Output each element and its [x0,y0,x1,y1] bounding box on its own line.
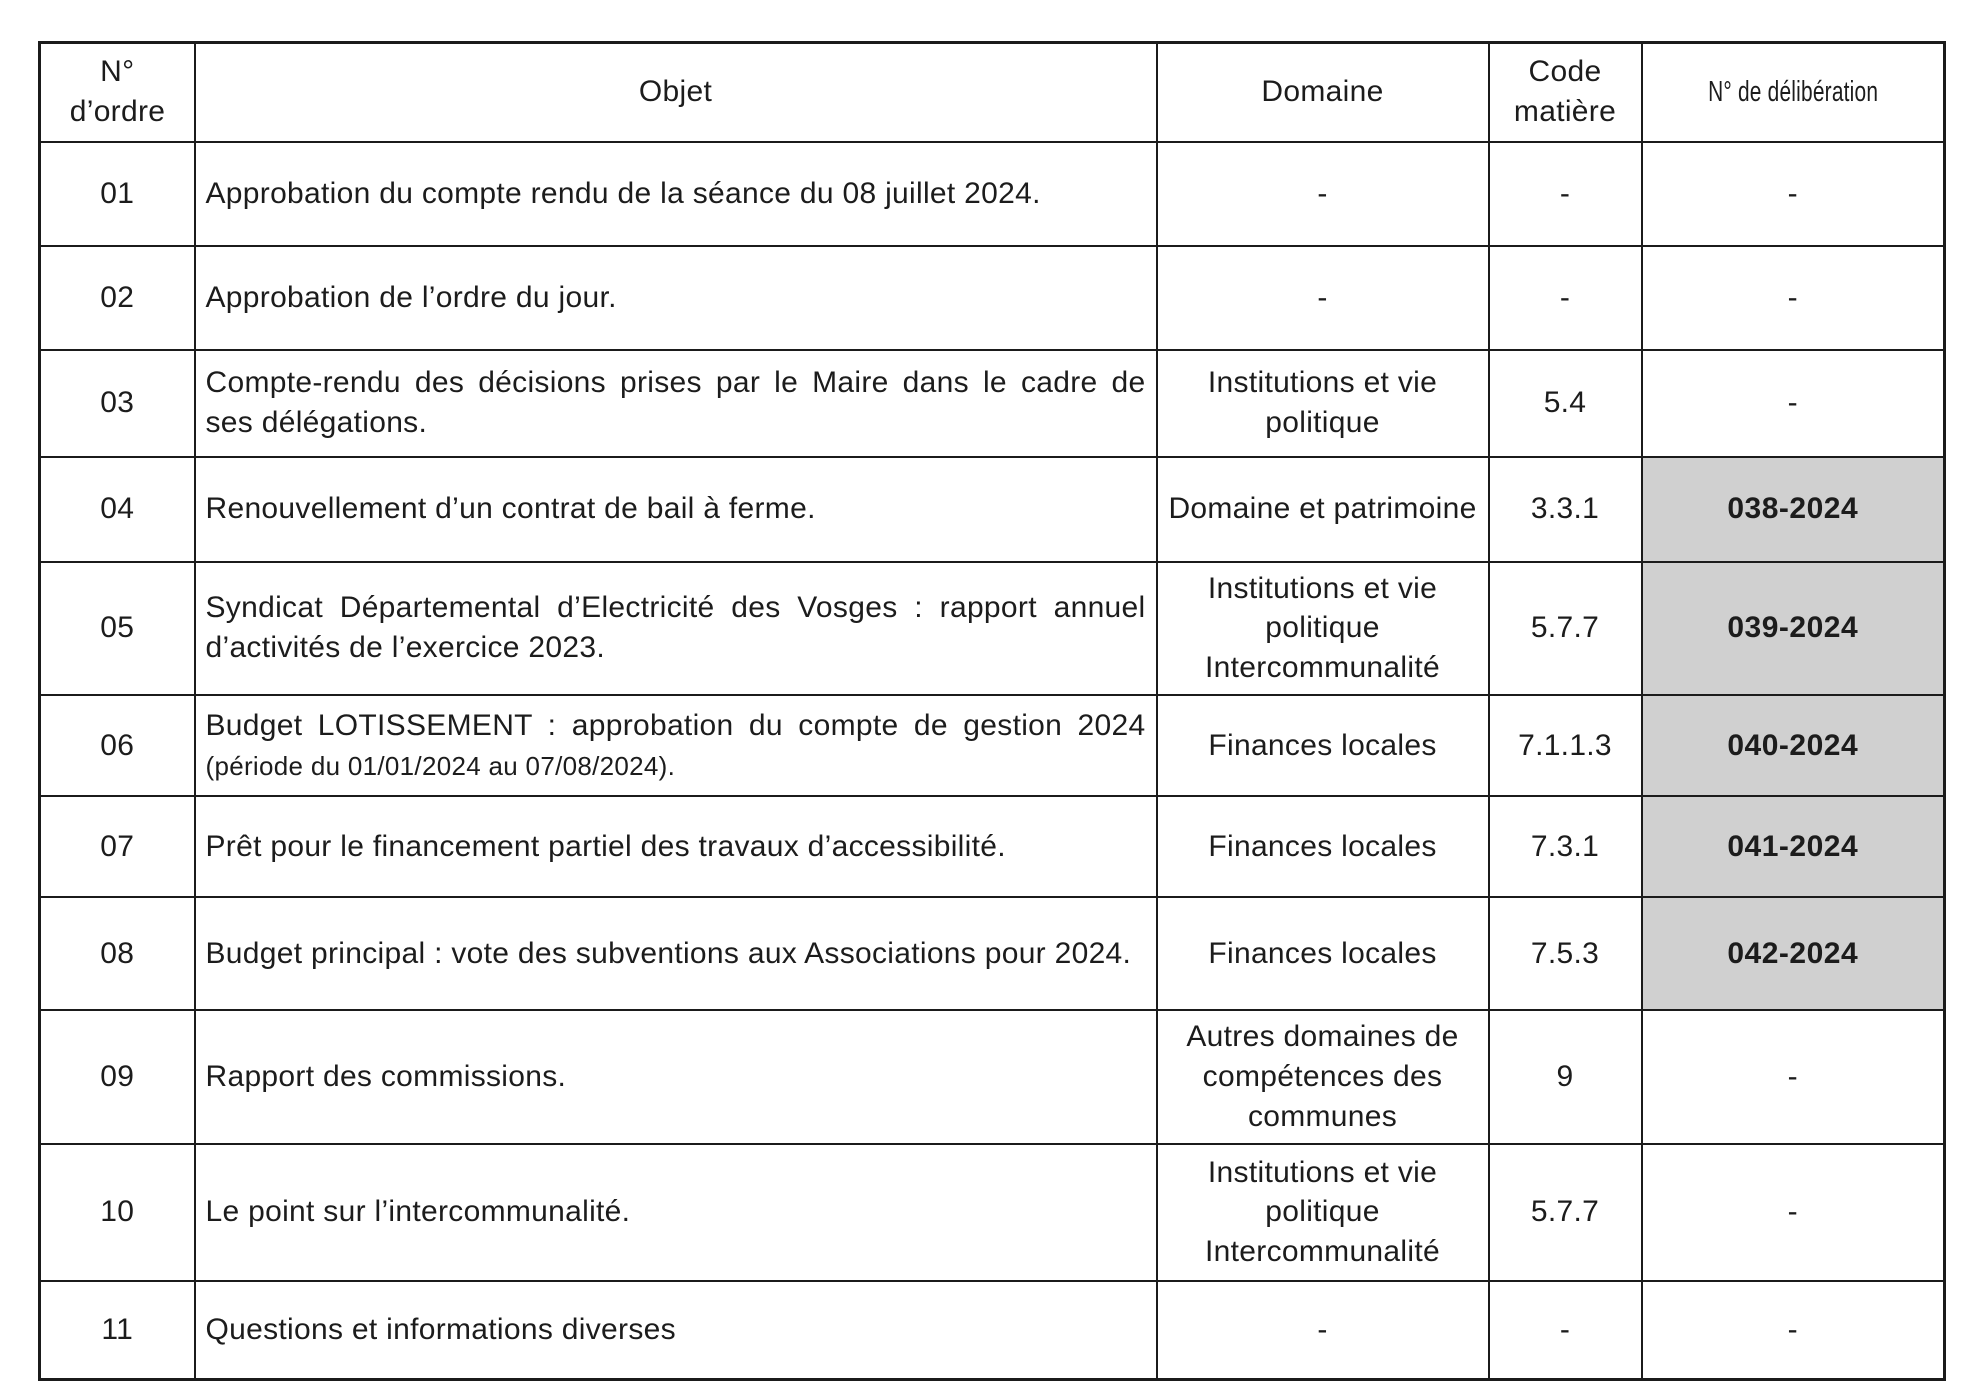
col-header-domaine-label: Domaine [1261,75,1384,109]
col-header-code-matiere-label: Code matière [1513,55,1617,129]
objet-text: Rapport des commissions. [205,1060,567,1094]
table-row [40,897,1945,1010]
deliberation-cell: 038-2024 [1642,457,1945,562]
objet-cell [195,457,1157,562]
code-matiere-cell: - [1489,246,1642,350]
objet-cell [195,695,1157,796]
deliberation-cell: 040-2024 [1642,695,1945,796]
objet-cell [195,897,1157,1010]
objet-cell [195,562,1157,696]
code-matiere-cell: 3.3.1 [1489,457,1642,562]
deliberation-cell: - [1642,1010,1945,1144]
domaine-cell: Finances locales [1157,695,1489,796]
domaine-cell: Domaine et patrimoine [1157,457,1489,562]
col-header-order-number [40,43,195,142]
objet-text: Syndicat Départemental d’Electricité des Vosges : rapport annuel d’activités de l’exercice 2023. [205,591,1146,665]
col-header-objet-label: Objet [638,75,713,109]
deliberation-cell: 041-2024 [1642,796,1945,897]
order-number-cell: 02 [40,246,195,350]
table-body [40,142,1945,1380]
domaine-cell: - [1157,1281,1489,1380]
code-matiere-cell: - [1489,1281,1642,1380]
objet-text: Budget LOTISSEMENT : approbation du compte de gestion 2024 [205,708,1146,742]
objet-text: Le point sur l’intercommunalité. [205,1195,631,1229]
code-matiere-cell: 7.1.1.3 [1489,695,1642,796]
table-row [40,796,1945,897]
table-row [40,350,1945,457]
objet-cell [195,246,1157,350]
deliberation-cell: - [1642,1281,1945,1380]
objet-cell [195,142,1157,246]
objet-cell [195,1010,1157,1144]
col-header-code-matiere [1489,43,1642,142]
deliberation-cell: - [1642,350,1945,457]
domaine-cell: Autres domaines de compétences des communes [1157,1010,1489,1144]
domaine-cell: Institutions et vie politique [1157,350,1489,457]
table-row [40,562,1945,696]
table-row [40,246,1945,350]
objet-cell [195,350,1157,457]
code-matiere-cell: 5.7.7 [1489,562,1642,696]
objet-text: Approbation du compte rendu de la séance du 08 juillet 2024. [205,176,1041,210]
domaine-cell: - [1157,142,1489,246]
objet-cell [195,1144,1157,1281]
code-matiere-cell: 5.7.7 [1489,1144,1642,1281]
col-header-domaine [1157,43,1489,142]
deliberation-cell: - [1642,1144,1945,1281]
agenda-table [38,41,1946,1381]
col-header-deliberation-label: N° de délibération [1707,76,1878,109]
col-header-deliberation [1642,43,1945,142]
table-row [40,1144,1945,1281]
order-number-cell: 07 [40,796,195,897]
domaine-cell: Institutions et vie politique Intercommunalité [1157,1144,1489,1281]
code-matiere-cell: 7.3.1 [1489,796,1642,897]
table-row [40,457,1945,562]
order-number-cell: 09 [40,1010,195,1144]
objet-cell [195,796,1157,897]
deliberation-cell: 042-2024 [1642,897,1945,1010]
col-header-order-number-label: N° d’ordre [69,55,166,129]
code-matiere-cell: - [1489,142,1642,246]
objet-text: Approbation de l’ordre du jour. [205,280,617,314]
table-row [40,695,1945,796]
order-number-cell: 01 [40,142,195,246]
order-number-cell: 03 [40,350,195,457]
deliberation-cell: - [1642,142,1945,246]
domaine-cell: Finances locales [1157,897,1489,1010]
table-header-row [40,43,1945,142]
domaine-cell: Finances locales [1157,796,1489,897]
objet-text: Questions et informations diverses [205,1313,676,1347]
order-number-cell: 06 [40,695,195,796]
objet-note: (période du 01/01/2024 au 07/08/2024). [205,750,676,781]
order-number-cell: 10 [40,1144,195,1281]
order-number-cell: 11 [40,1281,195,1380]
table-row [40,142,1945,246]
code-matiere-cell: 7.5.3 [1489,897,1642,1010]
col-header-objet [195,43,1157,142]
objet-cell [195,1281,1157,1380]
order-number-cell: 05 [40,562,195,696]
objet-text: Renouvellement d’un contrat de bail à ferme. [205,492,816,526]
objet-text: Budget principal : vote des subventions aux Associations pour 2024. [205,936,1132,970]
code-matiere-cell: 9 [1489,1010,1642,1144]
code-matiere-cell: 5.4 [1489,350,1642,457]
order-number-cell: 04 [40,457,195,562]
objet-text: Compte-rendu des décisions prises par le Maire dans le cadre de ses délégations. [205,366,1146,439]
deliberation-cell: - [1642,246,1945,350]
domaine-cell: - [1157,246,1489,350]
deliberation-cell: 039-2024 [1642,562,1945,696]
objet-text: Prêt pour le financement partiel des travaux d’accessibilité. [205,829,1006,863]
table-row [40,1010,1945,1144]
order-number-cell: 08 [40,897,195,1010]
table-row [40,1281,1945,1380]
domaine-cell: Institutions et vie politique Intercommunalité [1157,562,1489,696]
